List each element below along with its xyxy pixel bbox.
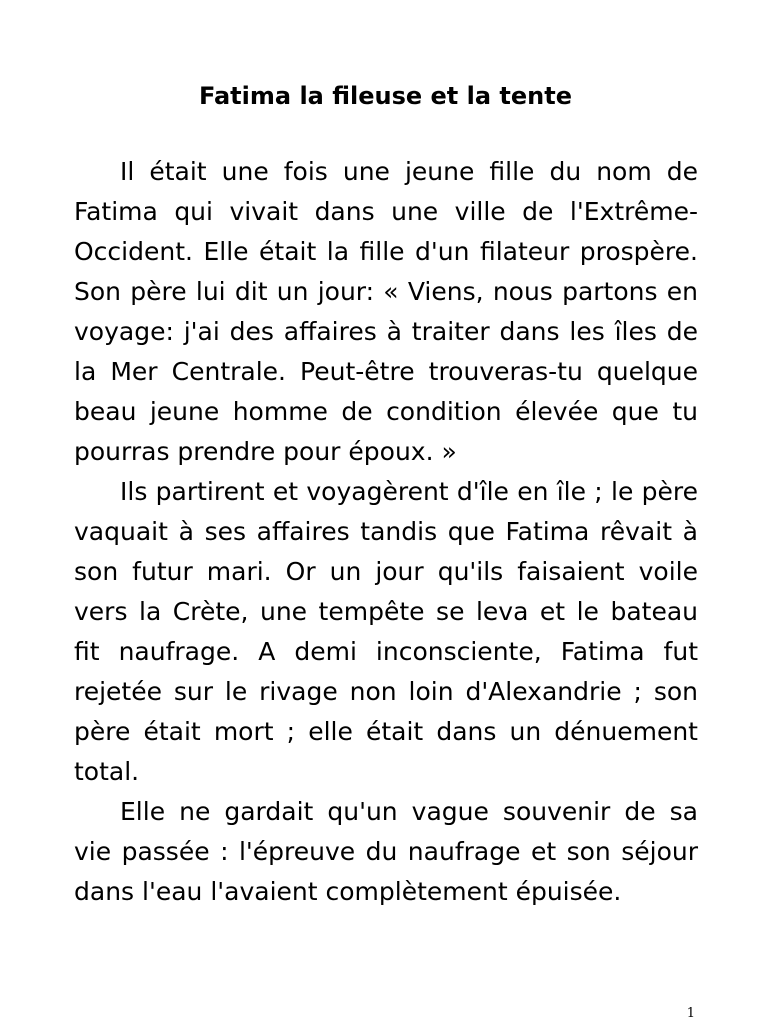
paragraph-1: Il était une fois une jeune fille du nom de Fatima qui vivait dans une ville de l'Extrême-Occident. Elle était la fille d'un filateur prospère. Son père lui dit un jour: « Viens, nous partons en voyage: j'ai des affaires à traiter dans les îles de la Mer Centrale. Peut-être trouveras-tu quelque beau jeune homme de condition élevée que tu pourras prendre pour époux. » [74,157,698,466]
document-body [74,152,698,912]
paragraph-3: Elle ne gardait qu'un vague souvenir de sa vie passée : l'épreuve du naufrage et son séjour dans l'eau l'avaient complètement épuisée. [74,797,698,906]
paragraph-2: Ils partirent et voyagèrent d'île en île ; le père vaquait à ses affaires tandis que Fatima rêvait à son futur mari. Or un jour qu'ils faisaient voile vers la Crète, une tempête se leva et le bateau fit naufrage. A demi inconsciente, Fatima fut rejetée sur le rivage non loin d'Alexandrie ; son père était mort ; elle était dans un dénuement total. [74,477,698,786]
document-title: Fatima la fileuse et la tente [199,82,572,110]
page-number: 1 [686,1006,695,1021]
